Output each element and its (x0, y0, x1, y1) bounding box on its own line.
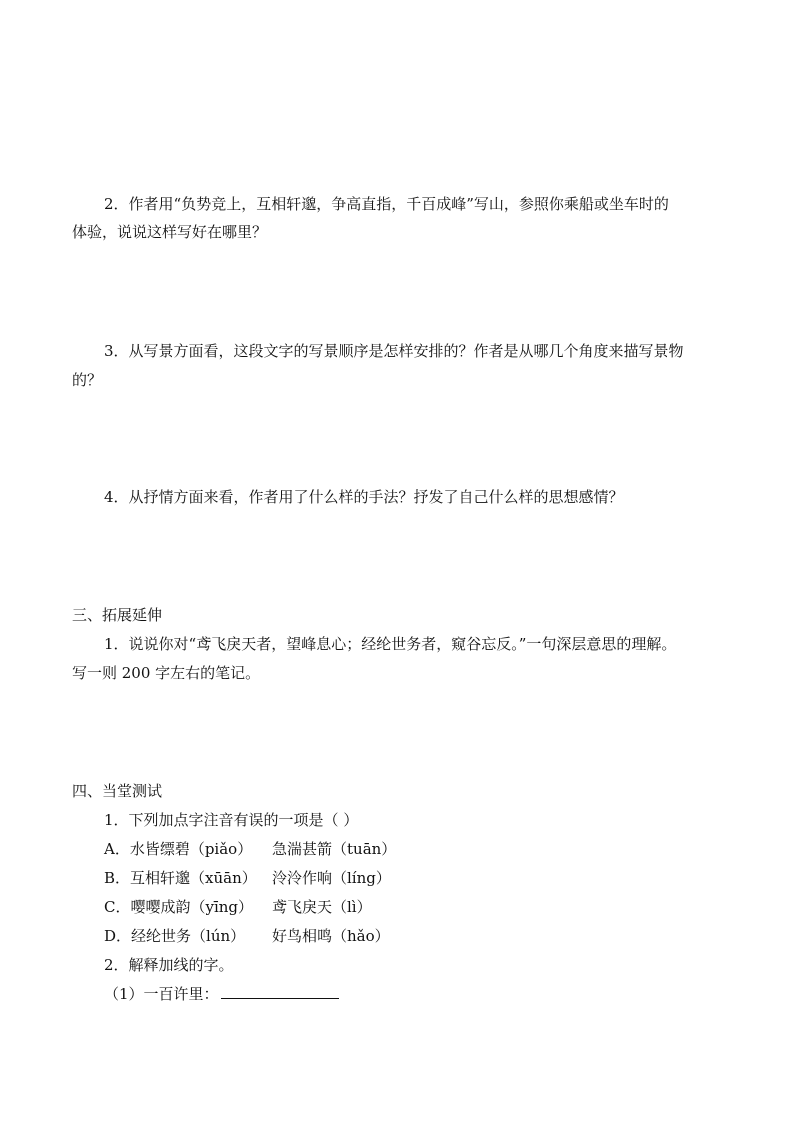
q2-line2: 体验，说说这样写好在哪里？ (72, 223, 268, 241)
section4-q2: 2．解释加线的字。 (104, 956, 234, 974)
option-a-label: A．水皆缥碧（piǎo） (104, 840, 253, 858)
section3-q1-line1: 1．说说你对“鸢飞戾天者，望峰息心；经纶世务者，窥谷忘反。”一句深层意思的理解。 (104, 635, 677, 653)
option-b-label: B．互相轩邈（xūān） (104, 869, 257, 887)
option-a-second: 急湍甚箭（tuān） (272, 840, 397, 858)
section3-heading: 三、拓展延伸 (72, 606, 163, 624)
option-b-second: 泠泠作响（líng） (272, 869, 391, 887)
section4-q2-sub1 (104, 984, 339, 1004)
option-c-label: C．嘤嘤成韵（yīng） (104, 898, 254, 916)
section3-q1-line2: 写一则 200 字左右的笔记。 (72, 664, 261, 682)
option-c-second: 鸢飞戾天（lì） (272, 898, 372, 916)
q4-line1: 4．从抒情方面来看，作者用了什么样的手法？抒发了自己什么样的思想感情？ (104, 488, 624, 506)
section4-q1: 1．下列加点字注音有误的一项是（ ） (104, 811, 359, 829)
option-d-label: D．经纶世务（lún） (104, 927, 246, 945)
answer-blank[interactable] (221, 984, 339, 999)
q3-line1: 3．从写景方面看，这段文字的写景顺序是怎样安排的？作者是从哪几个角度来描写景物 (104, 342, 684, 360)
q3-line2: 的？ (72, 371, 103, 389)
option-d-second: 好鸟相鸣（hǎo） (272, 927, 390, 945)
section4-q2-sub1-label: （1）一百许里： (104, 985, 219, 1003)
q2-line1: 2．作者用“负势竞上，互相轩邈，争高直指，千百成峰”写山，参照你乘船或坐车时的 (104, 195, 669, 213)
section4-heading: 四、当堂测试 (72, 782, 163, 800)
